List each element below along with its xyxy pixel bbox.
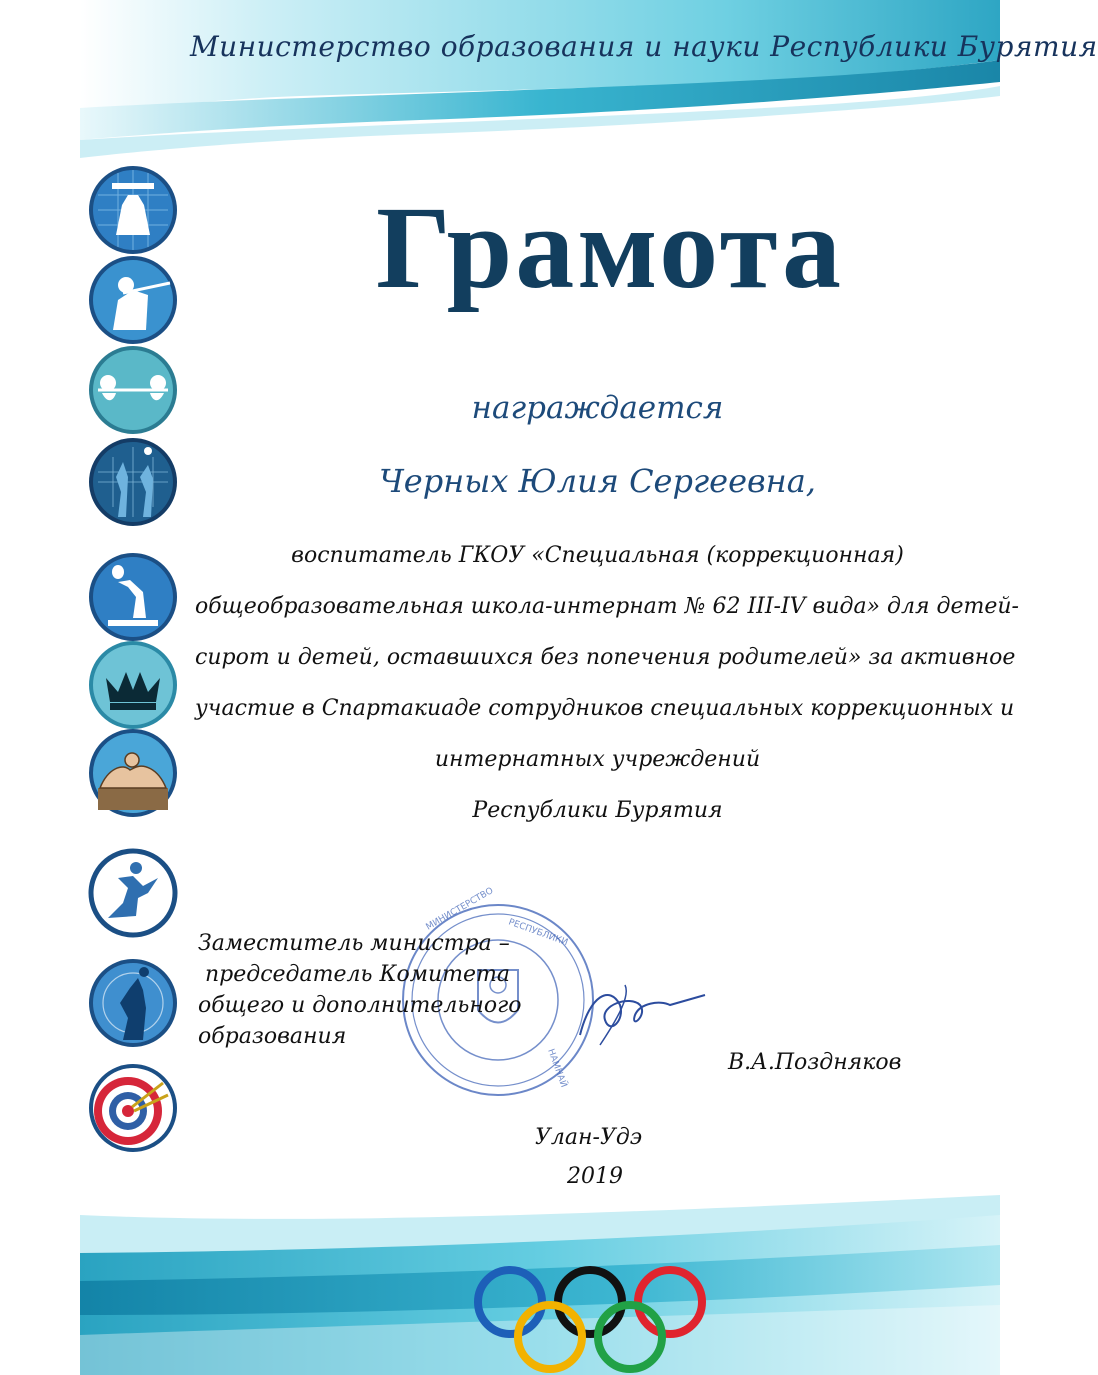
shooting-icon bbox=[88, 255, 178, 345]
description-line: участие в Спартакиаде сотрудников специальных коррекционных и bbox=[195, 696, 1015, 721]
position-line: образования bbox=[198, 1024, 347, 1049]
olympic-rings-icon bbox=[470, 1262, 710, 1372]
position-line: Заместитель министра – bbox=[198, 931, 510, 956]
chess-icon bbox=[88, 640, 178, 730]
svg-text:РЕСПУБЛИКИ: РЕСПУБЛИКИ bbox=[506, 917, 570, 949]
signature bbox=[570, 975, 710, 1055]
ministry-header: Министерство образования и науки Республики Бурятия bbox=[190, 30, 1098, 63]
description-line: общеобразовательная школа-интернат № 62 III-IV вида» для детей- bbox=[195, 594, 1019, 619]
weightlifting-icon bbox=[88, 165, 178, 255]
certificate-title: Грамота bbox=[376, 182, 844, 313]
position-line: председатель Комитета bbox=[198, 962, 511, 987]
city: Улан-Удэ bbox=[535, 1125, 643, 1150]
signatory-position bbox=[198, 928, 521, 1052]
table-tennis-icon bbox=[88, 552, 178, 642]
year: 2019 bbox=[567, 1164, 623, 1189]
description-line: Республики Бурятия bbox=[472, 798, 723, 823]
award-description bbox=[195, 530, 1019, 836]
arm-wrestling-icon bbox=[88, 728, 178, 818]
basketball-icon bbox=[88, 958, 178, 1048]
signatory-name: В.А.Поздняков bbox=[728, 1050, 902, 1075]
recipient-name: Черных Юлия Сергеевна, bbox=[379, 462, 816, 500]
football-icon bbox=[88, 848, 178, 938]
position-line: общего и дополнительного bbox=[198, 993, 522, 1018]
svg-text:МИНИСТЕРСТВО: МИНИСТЕРСТВО bbox=[424, 885, 496, 933]
darts-icon bbox=[88, 1063, 178, 1153]
svg-text:НАМНАЙ: НАМНАЙ bbox=[545, 1047, 569, 1089]
awarded-label: награждается bbox=[471, 390, 724, 426]
volleyball-icon bbox=[88, 437, 178, 527]
tug-of-war-icon bbox=[88, 345, 178, 435]
description-line: сирот и детей, оставшихся без попечения родителей» за активное bbox=[195, 645, 1016, 670]
description-line: интернатных учреждений bbox=[434, 747, 761, 772]
description-line: воспитатель ГКОУ «Специальная (коррекционная) bbox=[291, 543, 904, 568]
